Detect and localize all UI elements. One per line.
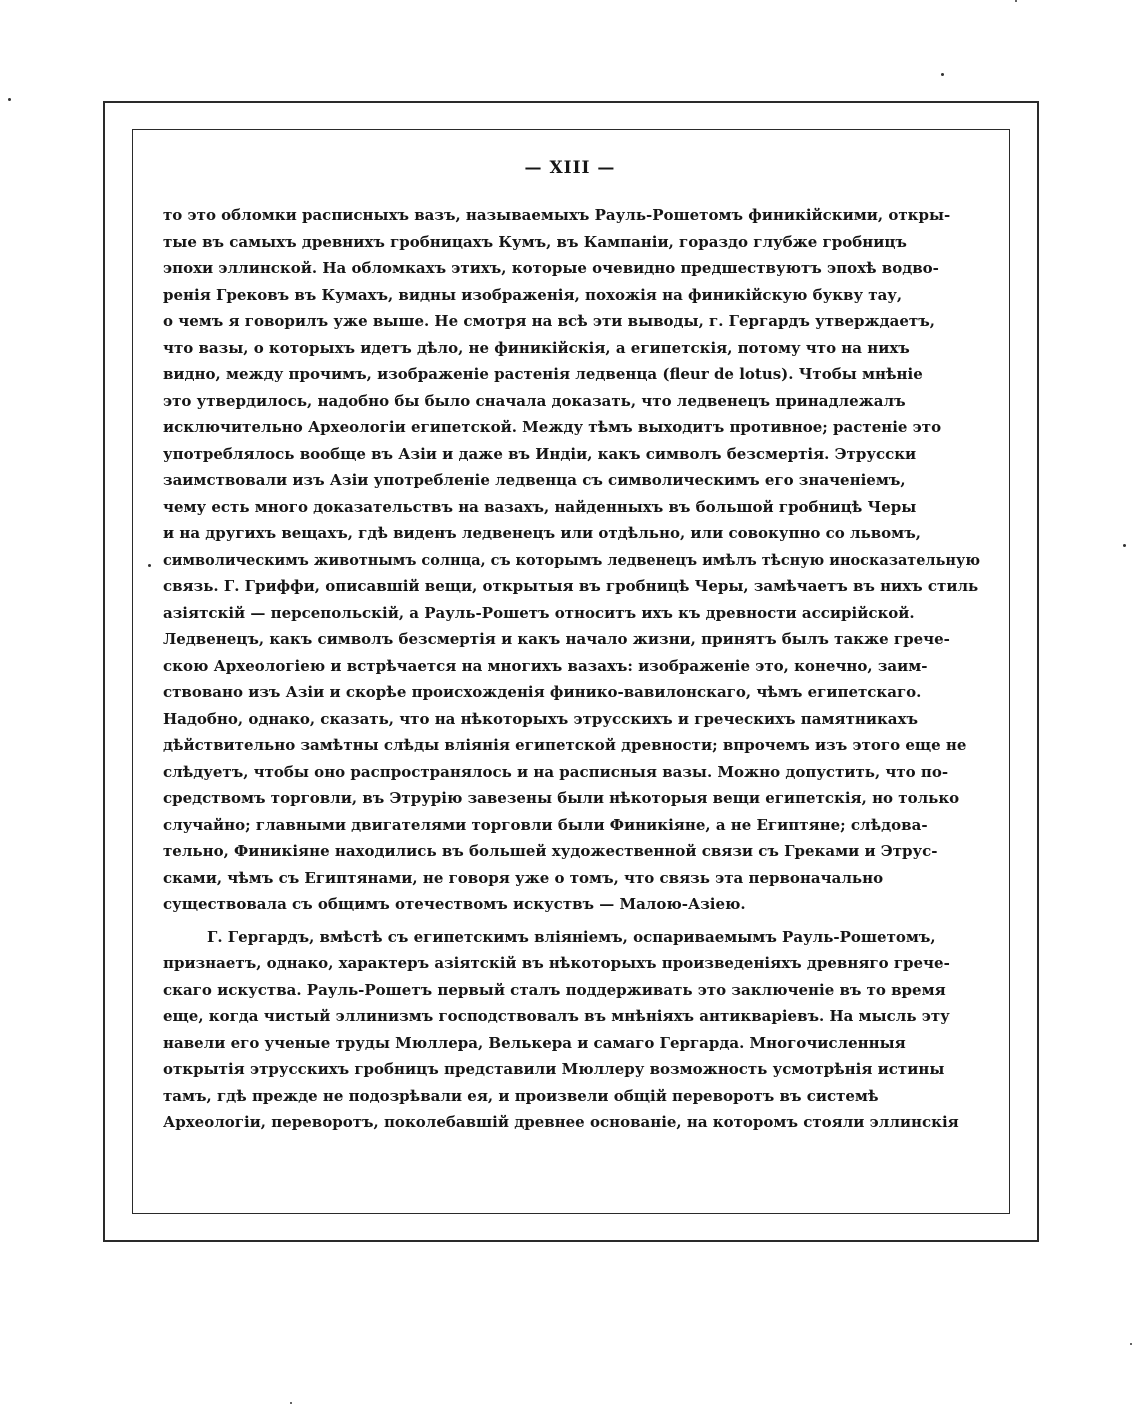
text-line: открытія этрусскихъ гробницъ представили Мюллеру возможность усмотрѣнія истины (163, 1060, 945, 1078)
scan-speck (148, 564, 151, 567)
text-line: Археологіи, переворотъ, поколебавшій древнее основаніе, на которомъ стояли эллинскія (163, 1113, 959, 1131)
scan-speck (8, 98, 11, 101)
text-line: тые въ самыхъ древнихъ гробницахъ Кумъ, въ Кампаніи, гораздо глубже гробницъ (163, 232, 907, 251)
text-line: эпохи эллинской. На обломкахъ этихъ, которые очевидно предшествуютъ эпохѣ водво- (163, 259, 939, 277)
scan-speck (1015, 0, 1017, 2)
text-line: символическимъ животнымъ солнца, съ которымъ ледвенецъ имѣлъ тѣсную иносказательную (163, 550, 980, 569)
text-line: слѣдуетъ, чтобы оно распространялось и на расписныя вазы. Можно допустить, что по- (163, 762, 949, 781)
text-line: Г. Гергардъ, вмѣстѣ съ египетскимъ вліяніемъ, оспариваемымъ Рауль-Рошетомъ, (207, 927, 936, 946)
text-line: ствовано изъ Азіи и скорѣе происхожденія финико-вавилонскаго, чѣмъ египетскаго. (163, 683, 922, 701)
scan-speck (1123, 544, 1126, 547)
text-line: навели его ученые труды Мюллера, Велькера и самаго Гергарда. Многочисленныя (163, 1033, 906, 1052)
text-line: о чемъ я говорилъ уже выше. Не смотря на всѣ эти выводы, г. Гергардъ утверждаетъ, (163, 312, 935, 330)
scan-speck (941, 73, 944, 76)
text-line: случайно; главными двигателями торговли были Финикіяне, а не Египтяне; слѣдова- (163, 815, 928, 834)
text-line: что вазы, о которыхъ идетъ дѣло, не финикійскія, а египетскія, потому что на нихъ (163, 338, 910, 357)
text-line: тамъ, гдѣ прежде не подозрѣвали ея, и произвели общій переворотъ въ системѣ (163, 1086, 879, 1105)
text-line: ренія Грековъ въ Кумахъ, видны изображенія, похожія на финикійскую букву тау, (163, 285, 903, 304)
text-line: скаго искуства. Рауль-Рошетъ первый сталъ поддерживать это заключеніе въ то время (163, 980, 946, 999)
paragraph-2 (163, 924, 980, 1136)
text-line: то это обломки расписныхъ вазъ, называемыхъ Рауль-Рошетомъ финикійскими, откры- (163, 206, 951, 224)
text-line: сками, чѣмъ съ Египтянами, не говоря уже о томъ, что связь эта первоначально (163, 868, 884, 887)
text-line: еще, когда чистый эллинизмъ господствовалъ въ мнѣніяхъ антикваріевъ. На мысль эту (163, 1007, 950, 1025)
body-text (163, 202, 980, 1136)
page-number: — XIII — (524, 158, 616, 178)
text-line: заимствовали изъ Азіи употребленіе ледвенца съ символическимъ его значеніемъ, (163, 471, 906, 489)
text-line: дѣйствительно замѣтны слѣды вліянія египетской древности; впрочемъ изъ этого еще не (163, 736, 967, 754)
text-line: употреблялось вообще въ Азіи и даже въ Индіи, какъ символъ безсмертія. Этрусски (163, 444, 917, 463)
text-line: скою Археологіею и встрѣчается на многихъ вазахъ: изображеніе это, конечно, заим- (163, 656, 928, 675)
text-line: тельно, Финикіяне находились въ большей художественной связи съ Греками и Этрус- (163, 842, 938, 860)
text-line: существовала съ общимъ отечествомъ искуствъ — Малою-Азіею. (163, 895, 746, 913)
text-line: средствомъ торговли, въ Этрурію завезены были нѣкоторыя вещи египетскія, но только (163, 789, 960, 807)
text-line: азіятскій — персепольскій, а Рауль-Рошетъ относитъ ихъ къ древности ассирійской. (163, 603, 915, 622)
text-line: видно, между прочимъ, изображеніе растенія ледвенца (fleur de lotus). Чтобы мнѣніе (163, 365, 923, 383)
scan-speck (290, 1402, 292, 1404)
text-line: связь. Г. Гриффи, описавшій вещи, открытыя въ гробницѣ Черы, замѣчаетъ въ нихъ стиль (163, 577, 979, 595)
text-line: это утвердилось, надобно бы было сначала доказать, что ледвенецъ принадлежалъ (163, 391, 906, 410)
scan-speck (1130, 1343, 1132, 1345)
text-line: признаетъ, однако, характеръ азіятскій въ нѣкоторыхъ произведеніяхъ древняго грече- (163, 954, 950, 972)
text-line: и на другихъ вещахъ, гдѣ виденъ ледвенецъ или отдѣльно, или совокупно со львомъ, (163, 524, 921, 542)
text-line: Ледвенецъ, какъ символъ безсмертія и какъ начало жизни, принятъ былъ также грече- (163, 630, 950, 648)
text-line: исключительно Археологіи египетской. Между тѣмъ выходитъ противное; растеніе это (163, 418, 942, 436)
text-line: чему есть много доказательствъ на вазахъ, найденныхъ въ большой гробницѣ Черы (163, 497, 917, 516)
text-line: Надобно, однако, сказать, что на нѣкоторыхъ этрусскихъ и греческихъ памятникахъ (163, 709, 918, 728)
paragraph-1 (163, 202, 980, 918)
